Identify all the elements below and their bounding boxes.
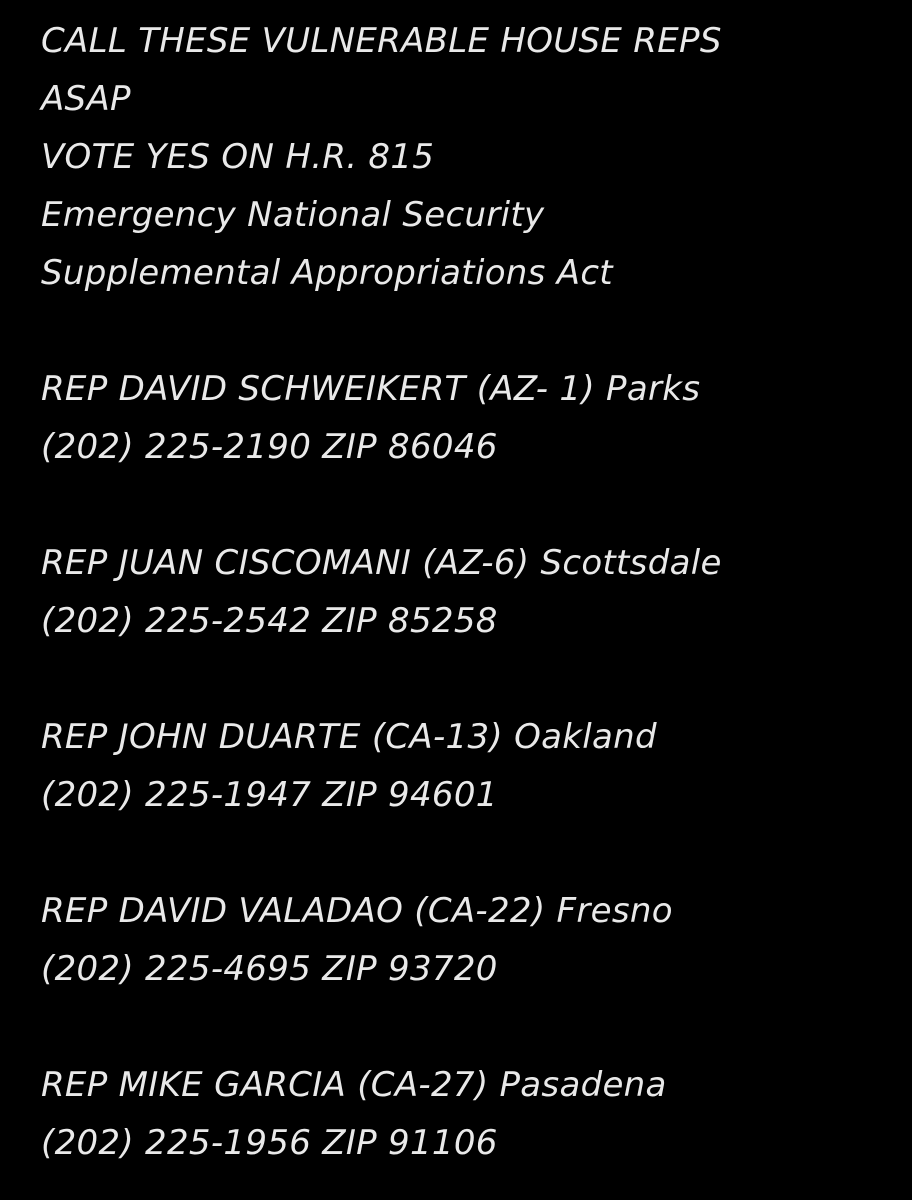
headline-call: CALL THESE VULNERABLE HOUSE REPS: [41, 21, 722, 61]
rep-name-line: REP DAVID VALADAO (CA-22) Fresno: [41, 891, 673, 931]
note-text: [41, 12, 901, 1172]
bill-name-line1: Emergency National Security: [41, 195, 545, 235]
rep-contact-line: (202) 225-2542 ZIP 85258: [41, 601, 498, 641]
rep-name-line: REP MIKE GARCIA (CA-27) Pasadena: [41, 1065, 667, 1105]
rep-contact-line: (202) 225-1956 ZIP 91106: [41, 1123, 498, 1163]
rep-name-line: REP DAVID SCHWEIKERT (AZ- 1) Parks: [41, 369, 701, 409]
headline-asap: ASAP: [41, 79, 131, 119]
spacer: [41, 476, 901, 534]
spacer: [41, 650, 901, 708]
bill-name-line2: Supplemental Appropriations Act: [41, 253, 613, 293]
rep-name-line: REP JUAN CISCOMANI (AZ-6) Scottsdale: [41, 543, 722, 583]
spacer: [41, 302, 901, 360]
headline-vote: VOTE YES ON H.R. 815: [41, 137, 435, 177]
rep-contact-line: (202) 225-4695 ZIP 93720: [41, 949, 498, 989]
rep-contact-line: (202) 225-1947 ZIP 94601: [41, 775, 498, 815]
spacer: [41, 998, 901, 1056]
spacer: [41, 824, 901, 882]
rep-contact-line: (202) 225-2190 ZIP 86046: [41, 427, 498, 467]
rep-name-line: REP JOHN DUARTE (CA-13) Oakland: [41, 717, 657, 757]
